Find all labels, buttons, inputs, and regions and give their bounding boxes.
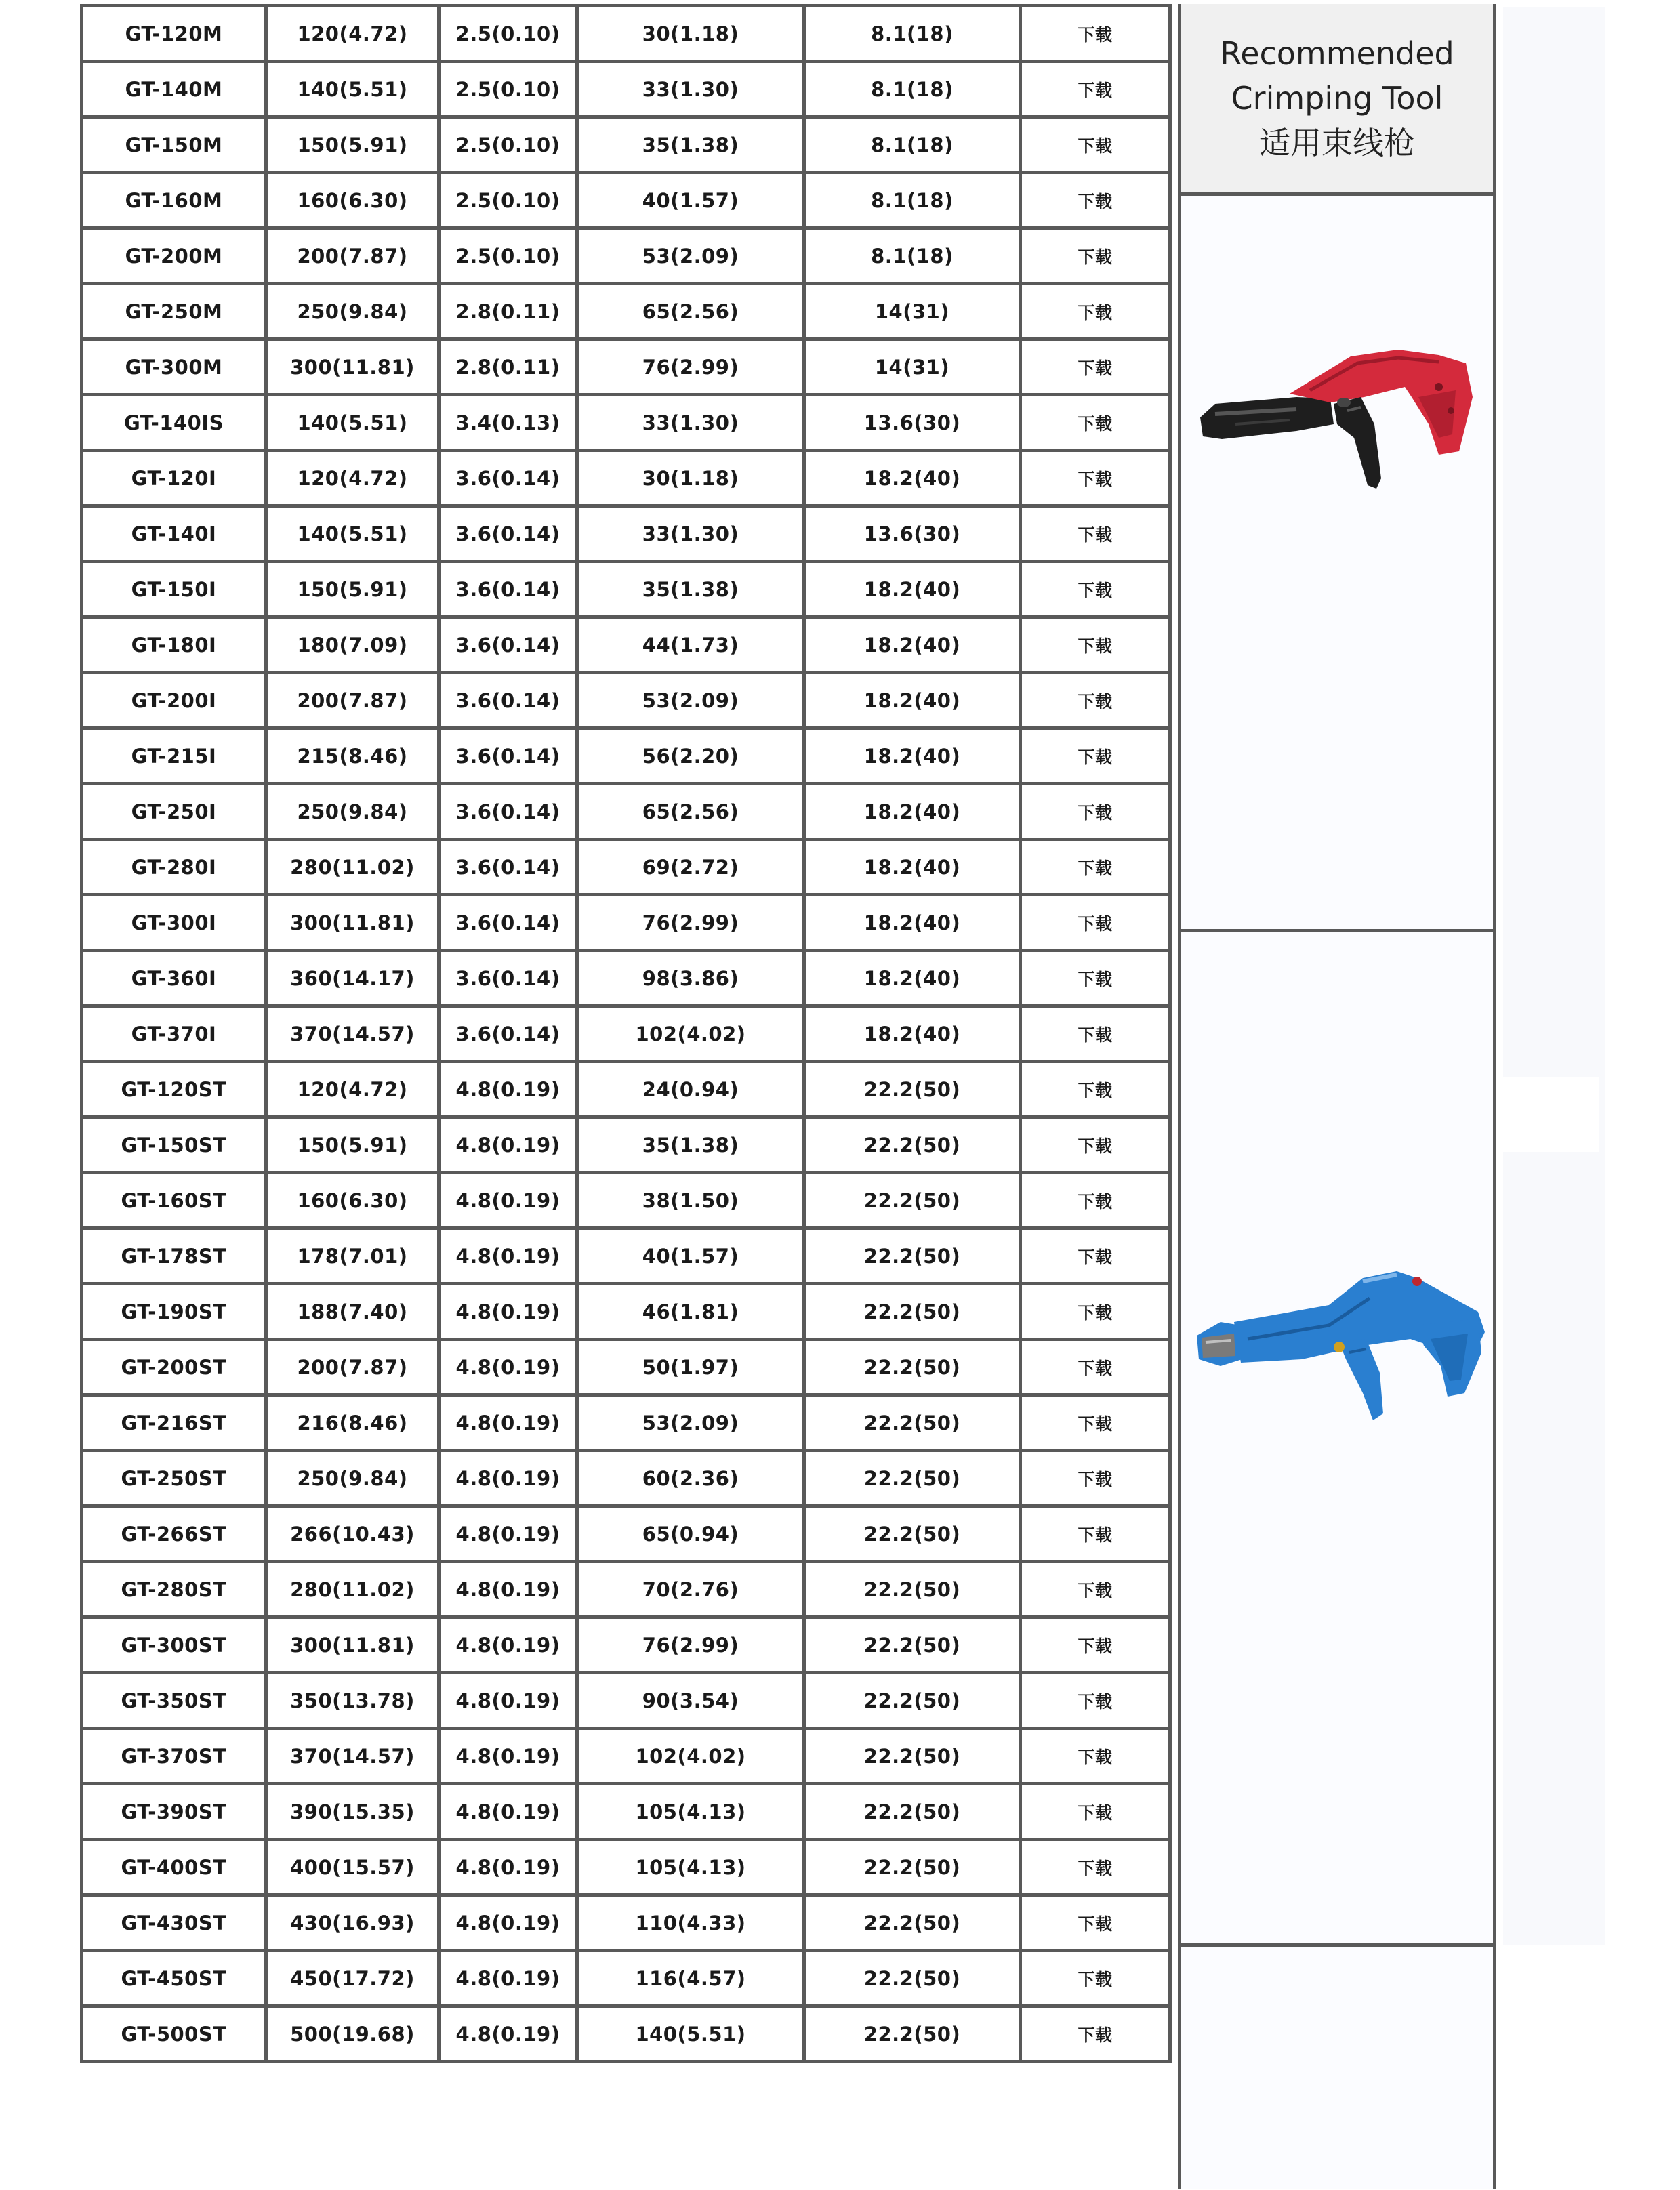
width-cell: 3.6(0.14) (439, 562, 577, 617)
bundle-diameter-cell: 76(2.99) (577, 895, 804, 951)
tensile-strength-cell: 8.1(18) (804, 173, 1021, 228)
length-cell: 120(4.72) (266, 6, 439, 62)
width-cell: 4.8(0.19) (439, 1395, 577, 1451)
header-line-2: Crimping Tool (1231, 80, 1443, 117)
tensile-strength-cell: 22.2(50) (804, 1895, 1021, 1951)
bundle-diameter-cell: 65(2.56) (577, 784, 804, 840)
model-cell: GT-390ST (82, 1784, 266, 1840)
width-cell: 2.5(0.10) (439, 62, 577, 117)
length-cell: 178(7.01) (266, 1228, 439, 1284)
header-line-1: Recommended (1220, 35, 1454, 72)
model-cell: GT-120I (82, 451, 266, 506)
model-cell: GT-350ST (82, 1673, 266, 1729)
red-cable-tie-gun-icon (1195, 323, 1479, 526)
download-link[interactable]: 下载 (1021, 951, 1170, 1006)
model-cell: GT-370ST (82, 1729, 266, 1784)
table-row (82, 173, 1170, 228)
download-link[interactable]: 下载 (1021, 1062, 1170, 1117)
tensile-strength-cell: 13.6(30) (804, 506, 1021, 562)
table-row (82, 6, 1170, 62)
length-cell: 160(6.30) (266, 1173, 439, 1228)
bundle-diameter-cell: 102(4.02) (577, 1729, 804, 1784)
model-cell: GT-500ST (82, 2006, 266, 2062)
table-row (82, 1895, 1170, 1951)
model-cell: GT-300ST (82, 1617, 266, 1673)
length-cell: 280(11.02) (266, 1562, 439, 1617)
model-cell: GT-266ST (82, 1506, 266, 1562)
length-cell: 266(10.43) (266, 1506, 439, 1562)
length-cell: 120(4.72) (266, 1062, 439, 1117)
download-link[interactable]: 下载 (1021, 1673, 1170, 1729)
width-cell: 4.8(0.19) (439, 1895, 577, 1951)
table-row (82, 617, 1170, 673)
tensile-strength-cell: 18.2(40) (804, 895, 1021, 951)
tool-divider (1181, 929, 1493, 932)
tensile-strength-cell: 22.2(50) (804, 1784, 1021, 1840)
tensile-strength-cell: 8.1(18) (804, 117, 1021, 173)
model-cell: GT-200I (82, 673, 266, 728)
length-cell: 370(14.57) (266, 1006, 439, 1062)
table-row (82, 451, 1170, 506)
bundle-diameter-cell: 53(2.09) (577, 228, 804, 284)
tensile-strength-cell: 22.2(50) (804, 1173, 1021, 1228)
tensile-strength-cell: 18.2(40) (804, 840, 1021, 895)
spec-table-body (82, 6, 1170, 2062)
tensile-strength-cell: 18.2(40) (804, 951, 1021, 1006)
model-cell: GT-140I (82, 506, 266, 562)
length-cell: 430(16.93) (266, 1895, 439, 1951)
width-cell: 4.8(0.19) (439, 1784, 577, 1840)
model-cell: GT-280I (82, 840, 266, 895)
table-row (82, 284, 1170, 339)
width-cell: 2.8(0.11) (439, 339, 577, 395)
table-row (82, 1451, 1170, 1506)
table-row (82, 1951, 1170, 2006)
width-cell: 4.8(0.19) (439, 2006, 577, 2062)
tensile-strength-cell: 14(31) (804, 339, 1021, 395)
length-cell: 300(11.81) (266, 895, 439, 951)
table-row (82, 951, 1170, 1006)
bundle-diameter-cell: 33(1.30) (577, 506, 804, 562)
tensile-strength-cell: 22.2(50) (804, 1951, 1021, 2006)
bundle-diameter-cell: 76(2.99) (577, 339, 804, 395)
tensile-strength-cell: 22.2(50) (804, 1117, 1021, 1173)
bundle-diameter-cell: 105(4.13) (577, 1784, 804, 1840)
download-link[interactable]: 下载 (1021, 62, 1170, 117)
table-row (82, 339, 1170, 395)
length-cell: 400(15.57) (266, 1840, 439, 1895)
table-row (82, 1340, 1170, 1395)
model-cell: GT-216ST (82, 1395, 266, 1451)
model-cell: GT-250ST (82, 1451, 266, 1506)
width-cell: 4.8(0.19) (439, 1951, 577, 2006)
width-cell: 4.8(0.19) (439, 1673, 577, 1729)
length-cell: 350(13.78) (266, 1673, 439, 1729)
download-link[interactable]: 下载 (1021, 1228, 1170, 1284)
table-row (82, 673, 1170, 728)
width-cell: 3.6(0.14) (439, 506, 577, 562)
width-cell: 4.8(0.19) (439, 1284, 577, 1340)
model-cell: GT-120M (82, 6, 266, 62)
tensile-strength-cell: 22.2(50) (804, 2006, 1021, 2062)
width-cell: 2.5(0.10) (439, 228, 577, 284)
table-row (82, 840, 1170, 895)
length-cell: 150(5.91) (266, 1117, 439, 1173)
width-cell: 2.5(0.10) (439, 117, 577, 173)
spec-table (80, 4, 1172, 2063)
tensile-strength-cell: 22.2(50) (804, 1729, 1021, 1784)
length-cell: 370(14.57) (266, 1729, 439, 1784)
model-cell: GT-215I (82, 728, 266, 784)
table-row (82, 1284, 1170, 1340)
bundle-diameter-cell: 105(4.13) (577, 1840, 804, 1895)
tensile-strength-cell: 18.2(40) (804, 451, 1021, 506)
bundle-diameter-cell: 44(1.73) (577, 617, 804, 673)
bundle-diameter-cell: 40(1.57) (577, 1228, 804, 1284)
table-row (82, 1617, 1170, 1673)
table-row (82, 2006, 1170, 2062)
table-row (82, 506, 1170, 562)
bundle-diameter-cell: 98(3.86) (577, 951, 804, 1006)
bundle-diameter-cell: 70(2.76) (577, 1562, 804, 1617)
model-cell: GT-430ST (82, 1895, 266, 1951)
table-row (82, 1117, 1170, 1173)
table-row (82, 1673, 1170, 1729)
bundle-diameter-cell: 24(0.94) (577, 1062, 804, 1117)
tensile-strength-cell: 18.2(40) (804, 617, 1021, 673)
width-cell: 2.5(0.10) (439, 6, 577, 62)
background-patch (1503, 7, 1605, 1945)
tensile-strength-cell: 22.2(50) (804, 1506, 1021, 1562)
model-cell: GT-150ST (82, 1117, 266, 1173)
download-link[interactable]: 下载 (1021, 840, 1170, 895)
download-link[interactable]: 下载 (1021, 1451, 1170, 1506)
model-cell: GT-200ST (82, 1340, 266, 1395)
bundle-diameter-cell: 53(2.09) (577, 1395, 804, 1451)
download-link[interactable]: 下载 (1021, 1006, 1170, 1062)
bundle-diameter-cell: 50(1.97) (577, 1340, 804, 1395)
model-cell: GT-450ST (82, 1951, 266, 2006)
download-link[interactable]: 下载 (1021, 173, 1170, 228)
model-cell: GT-400ST (82, 1840, 266, 1895)
model-cell: GT-178ST (82, 1228, 266, 1284)
bundle-diameter-cell: 46(1.81) (577, 1284, 804, 1340)
tensile-strength-cell: 8.1(18) (804, 62, 1021, 117)
width-cell: 4.8(0.19) (439, 1451, 577, 1506)
download-link[interactable]: 下载 (1021, 451, 1170, 506)
background-patch (1491, 1077, 1599, 1152)
download-link[interactable]: 下载 (1021, 506, 1170, 562)
length-cell: 200(7.87) (266, 673, 439, 728)
download-link[interactable]: 下载 (1021, 1617, 1170, 1673)
download-link[interactable]: 下载 (1021, 117, 1170, 173)
download-link[interactable]: 下载 (1021, 1173, 1170, 1228)
length-cell: 120(4.72) (266, 451, 439, 506)
tensile-strength-cell: 18.2(40) (804, 562, 1021, 617)
width-cell: 4.8(0.19) (439, 1617, 577, 1673)
length-cell: 390(15.35) (266, 1784, 439, 1840)
tensile-strength-cell: 22.2(50) (804, 1284, 1021, 1340)
tensile-strength-cell: 18.2(40) (804, 784, 1021, 840)
recommended-tool-column (1178, 4, 1496, 2189)
bundle-diameter-cell: 35(1.38) (577, 117, 804, 173)
bundle-diameter-cell: 69(2.72) (577, 840, 804, 895)
tensile-strength-cell: 18.2(40) (804, 673, 1021, 728)
tensile-strength-cell: 22.2(50) (804, 1340, 1021, 1395)
length-cell: 140(5.51) (266, 395, 439, 451)
bundle-diameter-cell: 102(4.02) (577, 1006, 804, 1062)
model-cell: GT-140M (82, 62, 266, 117)
bundle-diameter-cell: 35(1.38) (577, 1117, 804, 1173)
table-row (82, 1729, 1170, 1784)
tensile-strength-cell: 8.1(18) (804, 228, 1021, 284)
length-cell: 300(11.81) (266, 339, 439, 395)
tensile-strength-cell: 14(31) (804, 284, 1021, 339)
download-link[interactable]: 下载 (1021, 284, 1170, 339)
table-row (82, 1562, 1170, 1617)
model-cell: GT-150M (82, 117, 266, 173)
length-cell: 180(7.09) (266, 617, 439, 673)
tensile-strength-cell: 18.2(40) (804, 728, 1021, 784)
model-cell: GT-300M (82, 339, 266, 395)
width-cell: 4.8(0.19) (439, 1173, 577, 1228)
length-cell: 250(9.84) (266, 1451, 439, 1506)
length-cell: 160(6.30) (266, 173, 439, 228)
table-row (82, 1784, 1170, 1840)
header-line-3: 适用束线枪 (1259, 125, 1415, 161)
bundle-diameter-cell: 56(2.20) (577, 728, 804, 784)
length-cell: 450(17.72) (266, 1951, 439, 2006)
width-cell: 3.6(0.14) (439, 895, 577, 951)
width-cell: 3.6(0.14) (439, 617, 577, 673)
table-row (82, 395, 1170, 451)
tensile-strength-cell: 22.2(50) (804, 1395, 1021, 1451)
download-link[interactable]: 下载 (1021, 728, 1170, 784)
download-link[interactable]: 下载 (1021, 1840, 1170, 1895)
table-row (82, 728, 1170, 784)
model-cell: GT-300I (82, 895, 266, 951)
model-cell: GT-120ST (82, 1062, 266, 1117)
bundle-diameter-cell: 33(1.30) (577, 395, 804, 451)
download-link[interactable]: 下载 (1021, 1284, 1170, 1340)
table-row (82, 1062, 1170, 1117)
tensile-strength-cell: 22.2(50) (804, 1062, 1021, 1117)
table-row (82, 1173, 1170, 1228)
width-cell: 3.6(0.14) (439, 673, 577, 728)
width-cell: 4.8(0.19) (439, 1840, 577, 1895)
blue-cable-tie-gun-icon (1193, 1258, 1492, 1427)
width-cell: 4.8(0.19) (439, 1506, 577, 1562)
bundle-diameter-cell: 110(4.33) (577, 1895, 804, 1951)
table-row (82, 1506, 1170, 1562)
length-cell: 140(5.51) (266, 62, 439, 117)
width-cell: 3.6(0.14) (439, 784, 577, 840)
model-cell: GT-200M (82, 228, 266, 284)
tensile-strength-cell: 8.1(18) (804, 6, 1021, 62)
bundle-diameter-cell: 30(1.18) (577, 6, 804, 62)
bundle-diameter-cell: 65(0.94) (577, 1506, 804, 1562)
table-row (82, 895, 1170, 951)
table-row (82, 228, 1170, 284)
download-link[interactable]: 下载 (1021, 1117, 1170, 1173)
bundle-diameter-cell: 116(4.57) (577, 1951, 804, 2006)
length-cell: 250(9.84) (266, 284, 439, 339)
length-cell: 150(5.91) (266, 562, 439, 617)
length-cell: 300(11.81) (266, 1617, 439, 1673)
model-cell: GT-140IS (82, 395, 266, 451)
length-cell: 360(14.17) (266, 951, 439, 1006)
width-cell: 3.6(0.14) (439, 1006, 577, 1062)
model-cell: GT-250M (82, 284, 266, 339)
length-cell: 280(11.02) (266, 840, 439, 895)
length-cell: 500(19.68) (266, 2006, 439, 2062)
download-link[interactable]: 下载 (1021, 1506, 1170, 1562)
download-link[interactable]: 下载 (1021, 673, 1170, 728)
width-cell: 3.6(0.14) (439, 728, 577, 784)
bundle-diameter-cell: 40(1.57) (577, 173, 804, 228)
tensile-strength-cell: 13.6(30) (804, 395, 1021, 451)
bundle-diameter-cell: 90(3.54) (577, 1673, 804, 1729)
download-link[interactable]: 下载 (1021, 784, 1170, 840)
download-link[interactable]: 下载 (1021, 1895, 1170, 1951)
bundle-diameter-cell: 35(1.38) (577, 562, 804, 617)
tensile-strength-cell: 22.2(50) (804, 1673, 1021, 1729)
table-row (82, 1840, 1170, 1895)
bundle-diameter-cell: 30(1.18) (577, 451, 804, 506)
model-cell: GT-160M (82, 173, 266, 228)
recommended-tool-header (1181, 4, 1493, 196)
table-row (82, 1395, 1170, 1451)
table-row (82, 1006, 1170, 1062)
model-cell: GT-160ST (82, 1173, 266, 1228)
width-cell: 4.8(0.19) (439, 1729, 577, 1784)
table-row (82, 784, 1170, 840)
model-cell: GT-150I (82, 562, 266, 617)
tensile-strength-cell: 22.2(50) (804, 1451, 1021, 1506)
length-cell: 216(8.46) (266, 1395, 439, 1451)
model-cell: GT-190ST (82, 1284, 266, 1340)
download-link[interactable]: 下载 (1021, 395, 1170, 451)
model-cell: GT-370I (82, 1006, 266, 1062)
table-row (82, 117, 1170, 173)
length-cell: 250(9.84) (266, 784, 439, 840)
tensile-strength-cell: 22.2(50) (804, 1228, 1021, 1284)
bundle-diameter-cell: 60(2.36) (577, 1451, 804, 1506)
download-link[interactable]: 下载 (1021, 2006, 1170, 2062)
tensile-strength-cell: 18.2(40) (804, 1006, 1021, 1062)
bundle-diameter-cell: 53(2.09) (577, 673, 804, 728)
download-link[interactable]: 下载 (1021, 1951, 1170, 2006)
width-cell: 4.8(0.19) (439, 1062, 577, 1117)
table-row (82, 62, 1170, 117)
tool-divider (1181, 1943, 1493, 1947)
download-link[interactable]: 下载 (1021, 895, 1170, 951)
width-cell: 3.6(0.14) (439, 451, 577, 506)
bundle-diameter-cell: 140(5.51) (577, 2006, 804, 2062)
table-row (82, 562, 1170, 617)
model-cell: GT-250I (82, 784, 266, 840)
length-cell: 188(7.40) (266, 1284, 439, 1340)
download-link[interactable]: 下载 (1021, 6, 1170, 62)
model-cell: GT-280ST (82, 1562, 266, 1617)
bundle-diameter-cell: 33(1.30) (577, 62, 804, 117)
length-cell: 200(7.87) (266, 1340, 439, 1395)
download-link[interactable]: 下载 (1021, 1729, 1170, 1784)
width-cell: 4.8(0.19) (439, 1228, 577, 1284)
length-cell: 215(8.46) (266, 728, 439, 784)
download-link[interactable]: 下载 (1021, 1562, 1170, 1617)
width-cell: 3.6(0.14) (439, 840, 577, 895)
width-cell: 4.8(0.19) (439, 1340, 577, 1395)
length-cell: 200(7.87) (266, 228, 439, 284)
bundle-diameter-cell: 38(1.50) (577, 1173, 804, 1228)
bundle-diameter-cell: 65(2.56) (577, 284, 804, 339)
width-cell: 4.8(0.19) (439, 1117, 577, 1173)
download-link[interactable]: 下载 (1021, 617, 1170, 673)
tensile-strength-cell: 22.2(50) (804, 1840, 1021, 1895)
length-cell: 140(5.51) (266, 506, 439, 562)
download-link[interactable]: 下载 (1021, 228, 1170, 284)
model-cell: GT-180I (82, 617, 266, 673)
width-cell: 2.5(0.10) (439, 173, 577, 228)
width-cell: 3.4(0.13) (439, 395, 577, 451)
width-cell: 3.6(0.14) (439, 951, 577, 1006)
download-link[interactable]: 下载 (1021, 1340, 1170, 1395)
model-cell: GT-360I (82, 951, 266, 1006)
download-link[interactable]: 下载 (1021, 339, 1170, 395)
download-link[interactable]: 下载 (1021, 1395, 1170, 1451)
bundle-diameter-cell: 76(2.99) (577, 1617, 804, 1673)
download-link[interactable]: 下载 (1021, 1784, 1170, 1840)
tensile-strength-cell: 22.2(50) (804, 1617, 1021, 1673)
width-cell: 2.8(0.11) (439, 284, 577, 339)
download-link[interactable]: 下载 (1021, 562, 1170, 617)
width-cell: 4.8(0.19) (439, 1562, 577, 1617)
tensile-strength-cell: 22.2(50) (804, 1562, 1021, 1617)
table-row (82, 1228, 1170, 1284)
length-cell: 150(5.91) (266, 117, 439, 173)
